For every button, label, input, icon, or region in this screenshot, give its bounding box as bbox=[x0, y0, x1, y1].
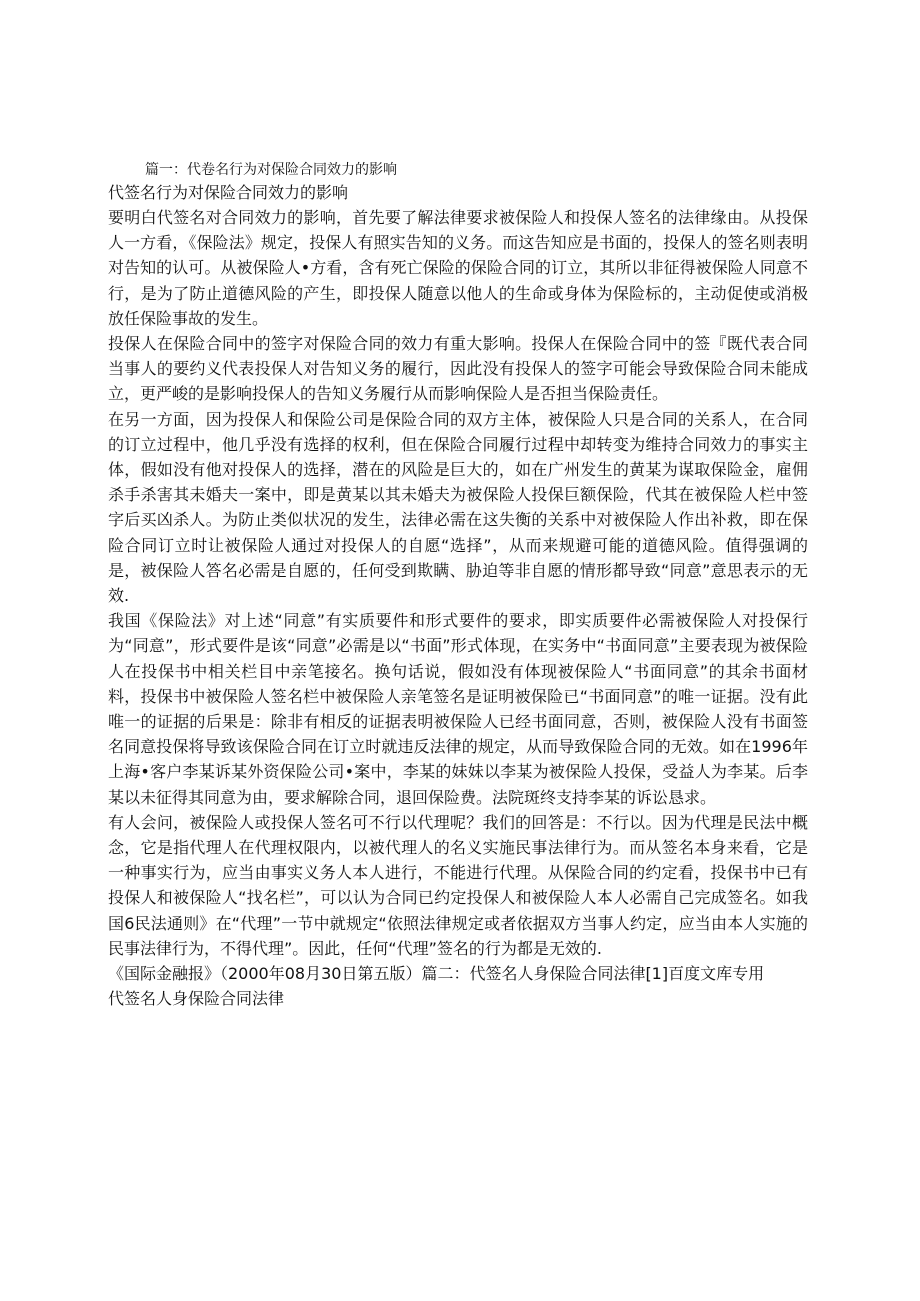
section-header: 篇一：代卷名行为对保险合同效力的影响 bbox=[145, 162, 397, 178]
paragraph-4: 我国《保险法》对上述“同意”有实质要件和形式要件的要求，即实质要件必需被保险人对投保行为“同意”，形式要件是该“同意”必需是以“书面”形式体现，在实务中“书面同意”主要表现为被保险人在投保书中相关栏目中亲笔接名。换句话说，假如没有体现被保险人“书面同意”的其余书面材料，投保书中被保险人签名栏中被保险人亲笔签名是证明被保险已“书面同意”的唯一证据。没有此唯一的证据的后果是：除非有相反的证据表明被保险人已经书面同意，否则，被保险人没有书面签名同意投保将导致该保险合同在订立时就违反法律的规定，从而导致保险合同的无效。如在1996年上海•客户李某诉某外资保险公司•案中，李某的妹妹以李某为被保险人投保，受益人为李某。后李某以未征得其同意为由，要求解除合同，退回保险费。法院斑终支持李某的诉讼恳求。 bbox=[108, 611, 808, 807]
paragraph-6: 《国际金融报》（2000年08月30日第五版）篇二：代签名人身保险合同法律[1]百度文库专用 bbox=[108, 964, 765, 984]
paragraph-1: 要明白代签名对合同效力的影响，首先要了解法律要求被保险人和投保人签名的法律缘由。从投保人一方看，《保险法》规定，投保人有照实告知的义务。而这告知应是书面的，投保人的签名则表明对告知的认可。从被保险人•方看，含有死亡保险的保险合同的订立，其所以非征得被保险人同意不行，是为了防止道德风险的产生，即投保人随意以他人的生命或身体为保险标的，主动促使或消极放任保险事故的发生。 bbox=[108, 208, 808, 328]
paragraph-3: 在另一方面，因为投保人和保险公司是保险合同的双方主体，被保险人只是合同的关系人，在合同的订立过程中，他几乎没有选择的权利，但在保险合同履行过程中却转变为维持合同效力的事实主体，假如没有他对投保人的选择，潜在的风险是巨大的，如在广州发生的黄某为谋取保险金，雇佣杀手杀害其未婚夫一案中，即是黄某以其未婚夫为被保险人投保巨额保险，代其在被保险人栏中签字后买凶杀人。为防止类似状况的发生，法律必需在这失衡的关系中对被保险人作出补救，即在保险合同订立时让被保险人通过对投保人的自愿“选择”，从而来规避可能的道德风险。值得强调的是，被保险人答名必需是自愿的，任何受到欺瞒、胁迫等非自愿的情形都导致“同意”意思表示的无效. bbox=[108, 409, 808, 606]
paragraph-5: 有人会问，被保险人或投保人签名可不行以代理呢？我们的回答是：不行以。因为代理是民法中概念，它是指代理人在代理权限内，以被代理人的名义实施民事法律行为。而从签名本身来看，它是一种事实行为，应当由事实义务人本人进行，不能进行代理。从保险合同的约定看，投保书中已有投保人和被保险人“找名栏”，可以认为合同已约定投保人和被保险人本人必需自己完成签名。如我国6民法通则》在“代理”一节中就规定“依照法律规定或者依据双方当事人约定，应当由本人实施的民事法律行为，不得代理”。因此，任何“代理”签名的行为都是无效的. bbox=[108, 812, 808, 958]
document-title: 代签名行为对保险合同效力的影响 bbox=[108, 183, 349, 202]
paragraph-2: 投保人在保险合同中的签字对保险合同的效力有重大影响。投保人在保险合同中的签『既代表合同当事人的要约义代表投保人对告知义务的履行，因此没有投保人的签字可能会导致保险合同未能成立，更严峻的是影响投保人的告知义务履行从而影响保险人是否担当保险责任。 bbox=[108, 334, 808, 404]
document-page bbox=[108, 160, 808, 1012]
paragraph-7: 代签名人身保险合同法律 bbox=[108, 989, 285, 1009]
